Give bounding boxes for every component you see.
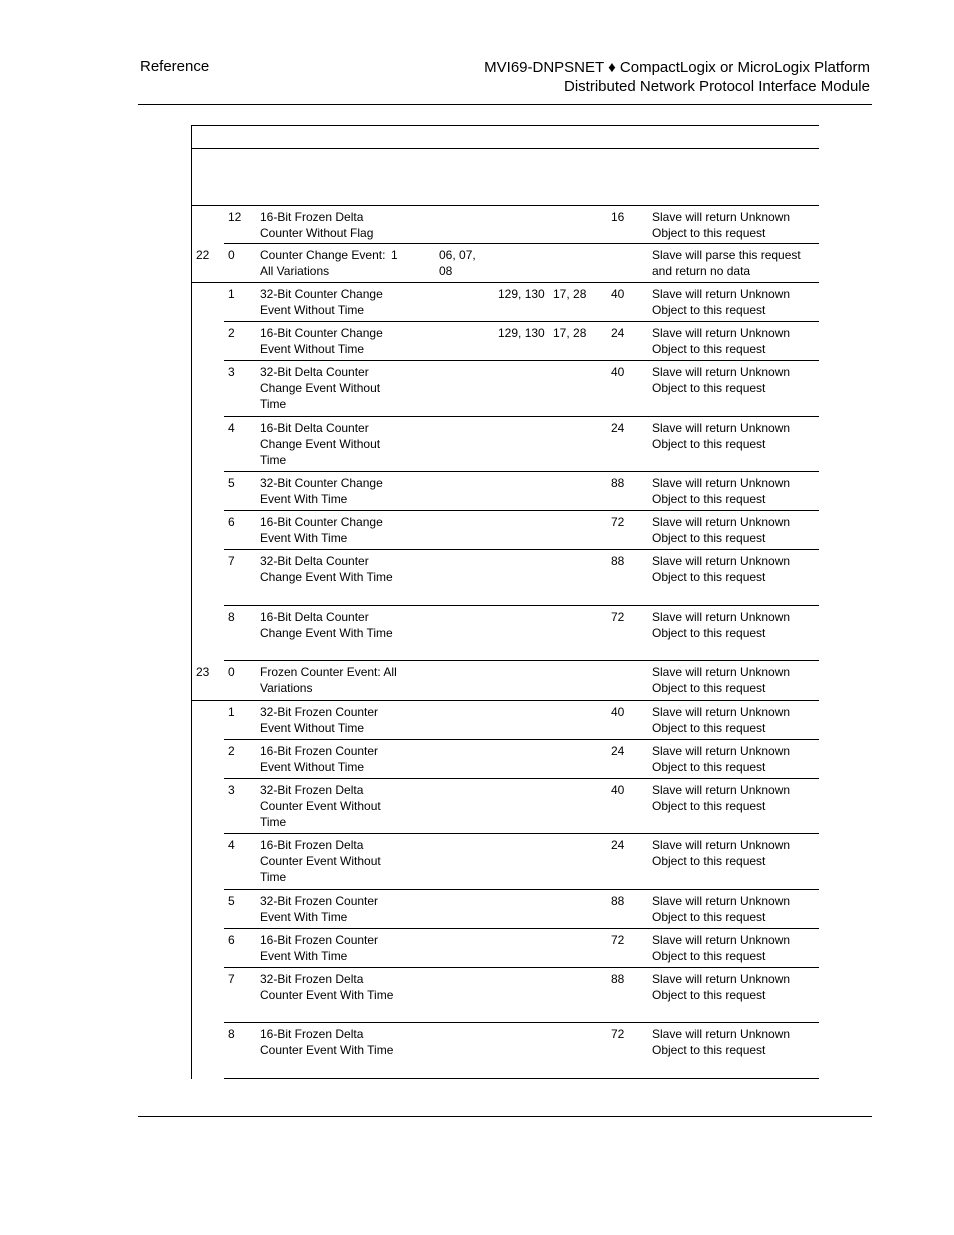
- header-left-title: Reference: [140, 58, 210, 75]
- cell-description: 16-Bit Frozen Counter Event With Time: [260, 933, 379, 964]
- table-body: [192, 206, 819, 1079]
- cell-size-bits: 16: [611, 210, 625, 224]
- object-table: [191, 125, 819, 1079]
- table-row: [224, 779, 819, 834]
- cell-notes: Slave will return Unknown Object to this request: [652, 705, 791, 736]
- cell-description: 16-Bit Frozen Delta Counter Event With Time: [260, 1027, 394, 1058]
- cell-variation-number: 0: [228, 248, 235, 262]
- table-row: [224, 968, 819, 1023]
- table-row: [224, 1023, 819, 1079]
- cell-notes: Slave will return Unknown Object to this request: [652, 554, 791, 585]
- cell-size-bits: 72: [611, 515, 625, 529]
- table-row: [224, 606, 819, 661]
- cell-variation-number: 4: [228, 421, 235, 435]
- cell-notes: Slave will return Unknown Object to this request: [652, 838, 791, 869]
- cell-size-bits: 72: [611, 1027, 625, 1041]
- header-rule: [138, 104, 872, 105]
- cell-description: 32-Bit Delta Counter Change Event Without Time: [260, 365, 381, 412]
- cell-size-bits: 24: [611, 744, 625, 758]
- table-row: [224, 322, 819, 361]
- cell-variation-number: 5: [228, 894, 235, 908]
- cell-size-bits: 88: [611, 476, 625, 490]
- cell-notes: Slave will return Unknown Object to this request: [652, 610, 791, 641]
- cell-notes: Slave will return Unknown Object to this request: [652, 421, 791, 452]
- table-row: [192, 244, 819, 283]
- cell-description: 32-Bit Frozen Delta Counter Event Without Time: [260, 783, 381, 830]
- header-right-title: [484, 58, 870, 96]
- cell-notes: Slave will return Unknown Object to this request: [652, 476, 791, 507]
- cell-description: 32-Bit Frozen Delta Counter Event With Time: [260, 972, 394, 1003]
- cell-description: 16-Bit Frozen Delta Counter Event Without Time: [260, 838, 381, 885]
- cell-variation-number: 7: [228, 554, 235, 568]
- table-row: [224, 472, 819, 511]
- cell-description: 16-Bit Frozen Counter Event Without Time: [260, 744, 379, 775]
- cell-variation-number: 8: [228, 1027, 235, 1041]
- cell-response-qualifier: 17, 28: [553, 326, 587, 340]
- cell-notes: Slave will return Unknown Object to this request: [652, 1027, 791, 1058]
- cell-notes: Slave will return Unknown Object to this request: [652, 210, 791, 241]
- cell-response-function-code: 129, 130: [498, 287, 545, 301]
- cell-object-number: 22: [196, 248, 210, 262]
- cell-variation-number: 5: [228, 476, 235, 490]
- table-row: [224, 550, 819, 606]
- cell-size-bits: 88: [611, 894, 625, 908]
- cell-notes: Slave will return Unknown Object to this request: [652, 287, 791, 318]
- cell-notes: Slave will return Unknown Object to this request: [652, 665, 791, 696]
- cell-size-bits: 40: [611, 705, 625, 719]
- cell-variation-number: 12: [228, 210, 242, 224]
- table-header-row-1: [192, 126, 819, 148]
- cell-variation-number: 6: [228, 515, 235, 529]
- cell-object-number: 23: [196, 665, 210, 679]
- cell-response-qualifier: 17, 28: [553, 287, 587, 301]
- cell-notes: Slave will return Unknown Object to this request: [652, 933, 791, 964]
- table-row: [224, 417, 819, 472]
- cell-size-bits: 24: [611, 838, 625, 852]
- table-row: [192, 661, 819, 701]
- table-row: [224, 701, 819, 740]
- cell-response-function-code: 129, 130: [498, 326, 545, 340]
- cell-description: Counter Change Event: All Variations: [260, 248, 386, 279]
- cell-size-bits: 40: [611, 365, 625, 379]
- cell-size-bits: 40: [611, 287, 625, 301]
- cell-variation-number: 0: [228, 665, 235, 679]
- cell-size-bits: 72: [611, 610, 625, 624]
- footer-rule: [138, 1116, 872, 1117]
- cell-variation-number: 4: [228, 838, 235, 852]
- cell-description: Frozen Counter Event: All Variations: [260, 665, 397, 696]
- table-row: [224, 834, 819, 890]
- cell-description: 32-Bit Frozen Counter Event Without Time: [260, 705, 379, 736]
- cell-description: 16-Bit Frozen Delta Counter Without Flag: [260, 210, 374, 241]
- table-row: [224, 361, 819, 417]
- cell-variation-number: 1: [228, 287, 235, 301]
- table-row: [224, 511, 819, 550]
- cell-description: 16-Bit Counter Change Event With Time: [260, 515, 383, 546]
- cell-variation-number: 1: [228, 705, 235, 719]
- cell-variation-number: 3: [228, 783, 235, 797]
- cell-size-bits: 88: [611, 554, 625, 568]
- table-row: [224, 206, 819, 244]
- cell-notes: Slave will return Unknown Object to this request: [652, 365, 791, 396]
- cell-size-bits: 40: [611, 783, 625, 797]
- header-right-line1: MVI69-DNPSNET ♦ CompactLogix or MicroLogix Platform: [484, 59, 870, 76]
- cell-description: 32-Bit Counter Change Event Without Time: [260, 287, 383, 318]
- cell-notes: Slave will parse this request and return no data: [652, 248, 801, 279]
- cell-size-bits: 24: [611, 326, 625, 340]
- cell-request-function-code: 1: [391, 248, 398, 262]
- cell-request-qualifier: 06, 07, 08: [439, 248, 476, 279]
- cell-description: 32-Bit Frozen Counter Event With Time: [260, 894, 379, 925]
- cell-notes: Slave will return Unknown Object to this request: [652, 783, 791, 814]
- table-header-row-2: [192, 149, 819, 205]
- cell-variation-number: 2: [228, 744, 235, 758]
- cell-notes: Slave will return Unknown Object to this request: [652, 515, 791, 546]
- table-row: [224, 929, 819, 968]
- cell-variation-number: 3: [228, 365, 235, 379]
- cell-description: 32-Bit Counter Change Event With Time: [260, 476, 383, 507]
- cell-variation-number: 6: [228, 933, 235, 947]
- table-row: [224, 890, 819, 929]
- table-row: [224, 740, 819, 779]
- cell-variation-number: 8: [228, 610, 235, 624]
- cell-notes: Slave will return Unknown Object to this request: [652, 894, 791, 925]
- cell-description: 16-Bit Delta Counter Change Event Without Time: [260, 421, 381, 468]
- table-row: [224, 283, 819, 322]
- cell-notes: Slave will return Unknown Object to this request: [652, 326, 791, 357]
- cell-notes: Slave will return Unknown Object to this request: [652, 744, 791, 775]
- cell-description: 16-Bit Delta Counter Change Event With Time: [260, 610, 393, 641]
- cell-variation-number: 7: [228, 972, 235, 986]
- cell-notes: Slave will return Unknown Object to this request: [652, 972, 791, 1003]
- cell-variation-number: 2: [228, 326, 235, 340]
- cell-description: 16-Bit Counter Change Event Without Time: [260, 326, 383, 357]
- cell-size-bits: 72: [611, 933, 625, 947]
- header-right-line2: Distributed Network Protocol Interface Module: [564, 78, 870, 95]
- cell-size-bits: 24: [611, 421, 625, 435]
- cell-description: 32-Bit Delta Counter Change Event With Time: [260, 554, 393, 585]
- cell-size-bits: 88: [611, 972, 625, 986]
